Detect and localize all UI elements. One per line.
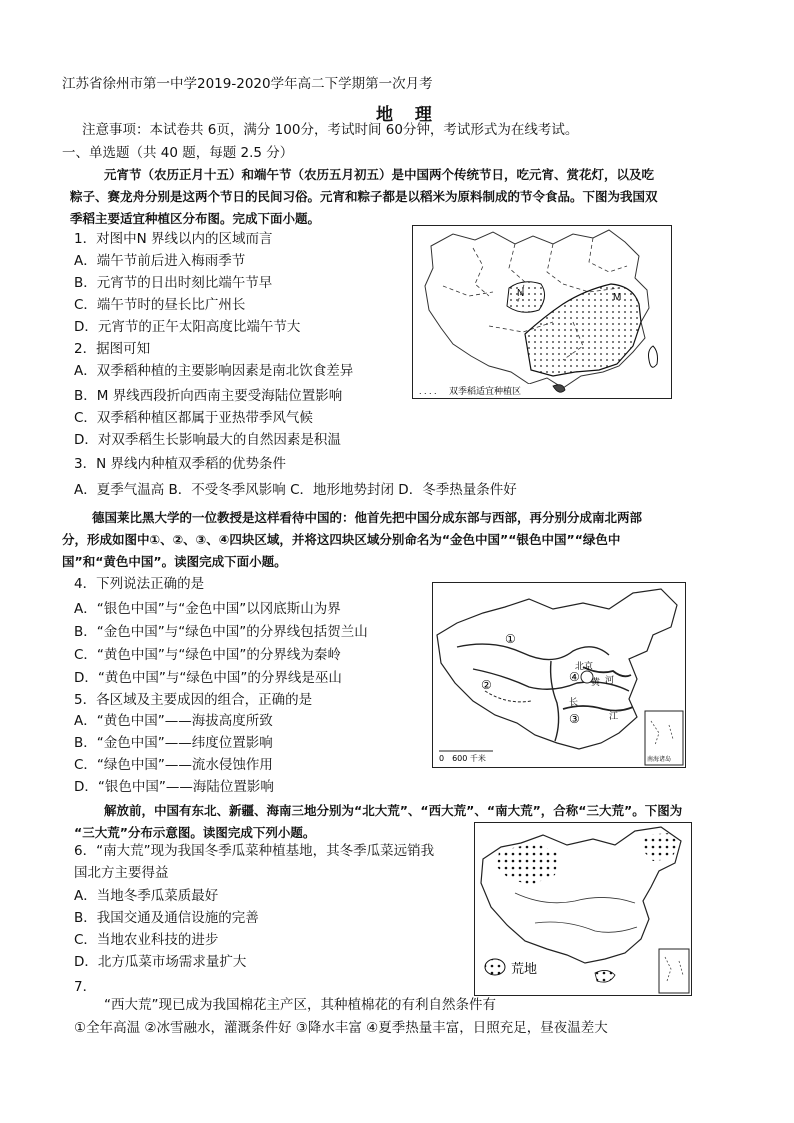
q5-option-b: B．“金色中国”——纬度位置影响 xyxy=(74,735,273,751)
region-4-label: ④ xyxy=(569,670,580,684)
section-title: 一、单选题（共 40 题，每题 2.5 分） xyxy=(62,145,294,161)
q5-option-c: C．“绿色中国”——流水侵蚀作用 xyxy=(74,757,273,773)
q4-option-d: D．“黄色中国”与“绿色中国”的分界线是巫山 xyxy=(74,670,342,686)
passage1-line3: 季稻主要适宜种植区分布图。完成下面小题。 xyxy=(70,211,321,226)
q3-stem: 3．N 界线内种植双季稻的优势条件 xyxy=(74,456,286,472)
passage1-line2: 粽子、赛龙舟分别是这两个节日的民间习俗。元宵和粽子都是以稻米为原料制成的节令食品。下图为我国双 xyxy=(70,189,658,204)
q3-options: A．夏季气温高 B．不受冬季风影响 C．地形地势封闭 D．冬季热量条件好 xyxy=(74,482,517,498)
q5-option-a: A．“黄色中国”——海拔高度所致 xyxy=(74,713,273,729)
q5-stem: 5．各区域及主要成因的组合，正确的是 xyxy=(74,692,313,708)
jiang-label: 江 xyxy=(609,712,619,722)
q7-number: 7． xyxy=(74,979,97,995)
q2-option-b: B．M 界线西段折向西南主要受海陆位置影响 xyxy=(74,388,343,404)
scale-label: 0 600 千米 xyxy=(439,754,486,763)
map1-legend-dots: . . . . xyxy=(419,386,437,396)
rice-region-map xyxy=(412,225,672,399)
passage3-line1: 解放前，中国有东北、新疆、海南三地分别为“北大荒”、“西大荒”、“南大荒”，合称“三大荒”。下图为 xyxy=(104,803,683,818)
he-label: 河 xyxy=(605,676,615,686)
inset-label: 南海诸岛 xyxy=(647,756,672,763)
q1-option-b: B．元宵节的日出时刻比端午节早 xyxy=(74,275,273,291)
q7-stem: “西大荒”现已成为我国棉花主产区，其种植棉花的有利自然条件有 xyxy=(104,997,496,1013)
beijing-label: 北京 xyxy=(575,662,594,672)
region-2-label: ② xyxy=(481,678,492,692)
passage2-line1: 德国莱比黑大学的一位教授是这样看待中国的：他首先把中国分成东部与西部，再分别分成南北两部 xyxy=(92,510,643,525)
wasteland-map-drawing xyxy=(475,823,691,995)
q7-options: ①全年高温 ②冰雪融水，灌溉条件好 ③降水丰富 ④夏季热量丰富，日照充足，昼夜温差大 xyxy=(74,1020,608,1036)
wasteland-map xyxy=(474,822,692,996)
map1-legend-text: 双季稻适宜种植区 xyxy=(449,387,522,397)
q4-option-a: A．“银色中国”与“金色中国”以冈底斯山为界 xyxy=(74,601,341,617)
q1-option-d: D．元宵节的正午太阳高度比端午节大 xyxy=(74,319,301,335)
q1-option-a: A．端午节前后进入梅雨季节 xyxy=(74,253,246,269)
chang-label: 长 xyxy=(569,698,579,708)
passage2-line2: 分，形成如图中①、②、③、④四块区域，并将这四块区域分别命名为“金色中国”“银色中国”“绿色中 xyxy=(62,532,621,547)
q5-option-d: D．“银色中国”——海陆位置影响 xyxy=(74,779,274,795)
q6-stem-line1: 6．“南大荒”现为我国冬季瓜菜种植基地，其冬季瓜菜远销我 xyxy=(74,843,435,859)
huang-label: 黄 xyxy=(591,678,601,688)
subject-title: 地 理 xyxy=(376,105,440,125)
passage2-line3: 国”和“黄色中国”。读图完成下面小题。 xyxy=(62,554,287,569)
q4-option-c: C．“黄色中国”与“绿色中国”的分界线为秦岭 xyxy=(74,647,341,663)
q6-option-b: B．我国交通及通信设施的完善 xyxy=(74,910,259,926)
region-3-label: ③ xyxy=(569,712,580,726)
passage1-line1: 元宵节（农历正月十五）和端午节（农历五月初五）是中国两个传统节日，吃元宵、赏花灯，以及吃 xyxy=(104,167,655,182)
q2-option-d: D．对双季稻生长影响最大的自然因素是积温 xyxy=(74,432,341,448)
passage3-line2: “三大荒”分布示意图。读图完成下列小题。 xyxy=(74,825,316,840)
q4-stem: 4．下列说法正确的是 xyxy=(74,576,205,592)
map1-label-n: N xyxy=(517,288,525,299)
q6-stem-line2: 国北方主要得益 xyxy=(74,865,169,881)
q2-stem: 2．据图可知 xyxy=(74,341,151,357)
q6-option-d: D．北方瓜菜市场需求量扩大 xyxy=(74,954,247,970)
q4-option-b: B．“金色中国”与“绿色中国”的分界线包括贺兰山 xyxy=(74,624,368,640)
four-regions-map xyxy=(432,582,686,768)
q6-option-c: C．当地农业科技的进步 xyxy=(74,932,219,948)
q6-option-a: A．当地冬季瓜菜质最好 xyxy=(74,888,219,904)
map3-legend-text: 荒地 xyxy=(511,962,538,977)
q2-option-c: C．双季稻种植区都属于亚热带季风气候 xyxy=(74,410,313,426)
four-regions-map-drawing xyxy=(433,583,685,767)
rice-region-map-drawing xyxy=(413,226,671,398)
q2-option-a: A．双季稻种植的主要影响因素是南北饮食差异 xyxy=(74,363,354,379)
exam-notice: 注意事项：本试卷共 6页，满分 100分，考试时间 60分钟，考试形式为在线考试。 xyxy=(82,122,579,138)
map1-label-m: M xyxy=(613,292,622,303)
q1-option-c: C．端午节时的昼长比广州长 xyxy=(74,297,246,313)
region-1-label: ① xyxy=(505,632,516,646)
school-exam-title: 江苏省徐州市第一中学2019-2020学年高二下学期第一次月考 xyxy=(62,76,433,92)
q1-stem: 1．对图中N 界线以内的区域而言 xyxy=(74,231,273,247)
